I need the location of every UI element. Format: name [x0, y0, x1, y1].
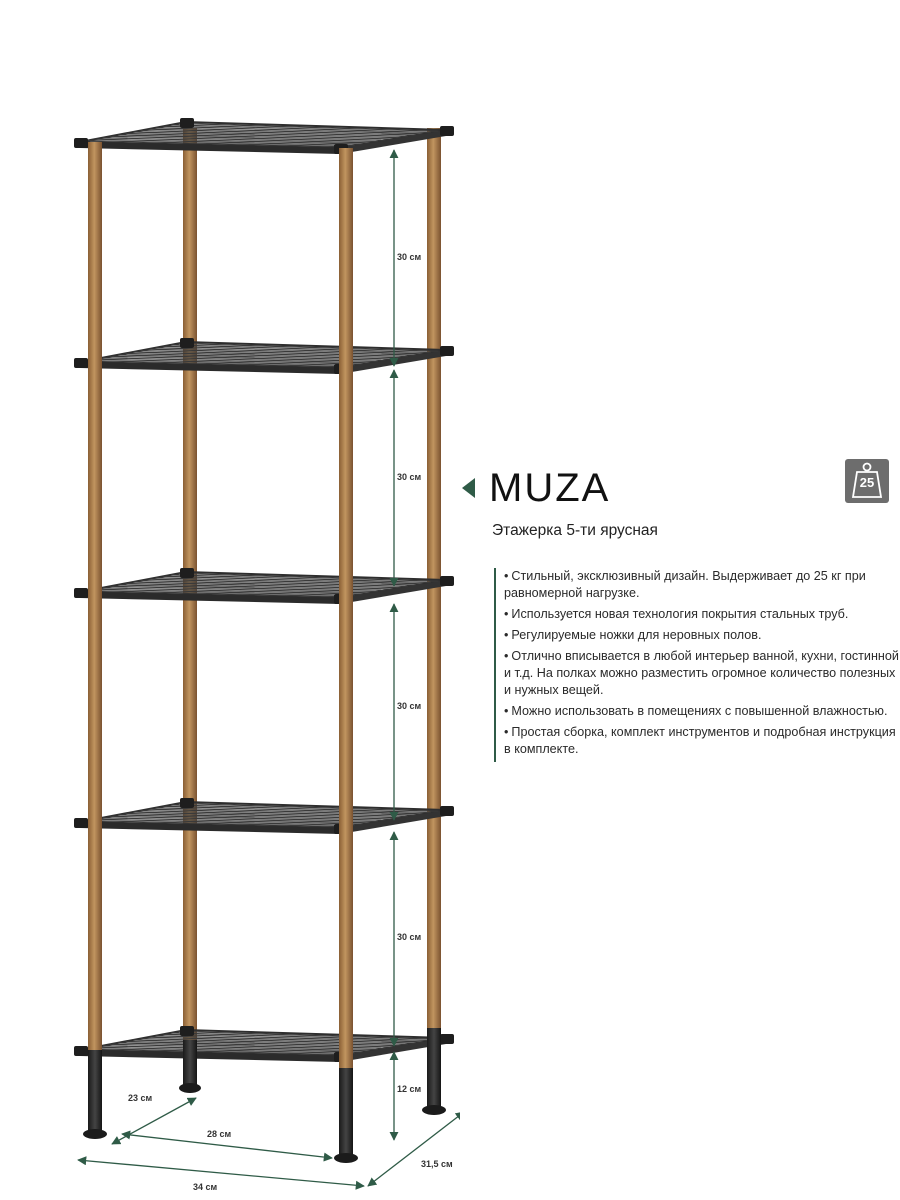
inner-depth-label: 23 см — [128, 1093, 153, 1103]
load-capacity-badge — [845, 459, 889, 503]
outer-depth-label: 31,5 см — [421, 1159, 453, 1169]
feature-text: Регулируемые ножки для неровных полов. — [511, 628, 762, 642]
brand-marker-icon — [462, 478, 475, 498]
shelf-4 — [74, 798, 454, 834]
shelf-1 — [74, 118, 454, 154]
front-posts — [88, 142, 353, 1068]
gap-label-1: 30 см — [397, 252, 422, 262]
leg-height-label: 12 см — [397, 1084, 422, 1094]
feature-item: • Стильный, эксклюзивный дизайн. Выдерживает до 25 кг при равномерной нагрузке. — [504, 569, 866, 600]
shelf-5 — [74, 1026, 454, 1062]
feature-item: • Можно использовать в помещениях с повышенной влажностью. — [504, 704, 888, 718]
feature-text: Простая сборка, комплект инструментов и подробная инструкция в комплекте. — [504, 725, 896, 756]
gap-label-4: 30 см — [397, 932, 422, 942]
gap-label-3: 30 см — [397, 701, 422, 711]
gap-label-2: 30 см — [397, 472, 422, 482]
brand-block — [462, 466, 892, 540]
feature-item: • Используется новая технология покрытия стальных труб. — [504, 607, 849, 621]
feature-text: Можно использовать в помещениях с повышенной влажностью. — [511, 704, 888, 718]
shelf-3 — [74, 568, 454, 604]
inner-width-label: 28 см — [207, 1129, 232, 1139]
feature-list — [494, 568, 900, 762]
product-subtitle: Этажерка 5-ти ярусная — [492, 522, 658, 539]
outer-width-label: 34 см — [193, 1182, 218, 1192]
badge-value: 25 — [859, 475, 875, 490]
feature-text: Отлично вписывается в любой интерьер ванной, кухни, гостинной и т.д. На полках можно разместить огромное количество полезных и нужных вещей. — [504, 649, 899, 697]
feature-text: Используется новая технология покрытия стальных труб. — [511, 607, 849, 621]
feature-item: • Отлично вписывается в любой интерьер ванной, кухни, гостинной и т.д. На полках можно разместить огромное количество полезных и нужных вещей. — [504, 649, 899, 697]
shelf-2 — [74, 338, 454, 374]
feature-item: • Простая сборка, комплект инструментов и подробная инструкция в комплекте. — [504, 725, 896, 756]
feature-item: • Регулируемые ножки для неровных полов. — [504, 628, 762, 642]
feature-text: Стильный, эксклюзивный дизайн. Выдерживает до 25 кг при равномерной нагрузке. — [504, 569, 866, 600]
brand-row — [462, 466, 892, 510]
brand-name: MUZA — [489, 466, 611, 510]
floor-dimensions — [78, 1098, 460, 1186]
